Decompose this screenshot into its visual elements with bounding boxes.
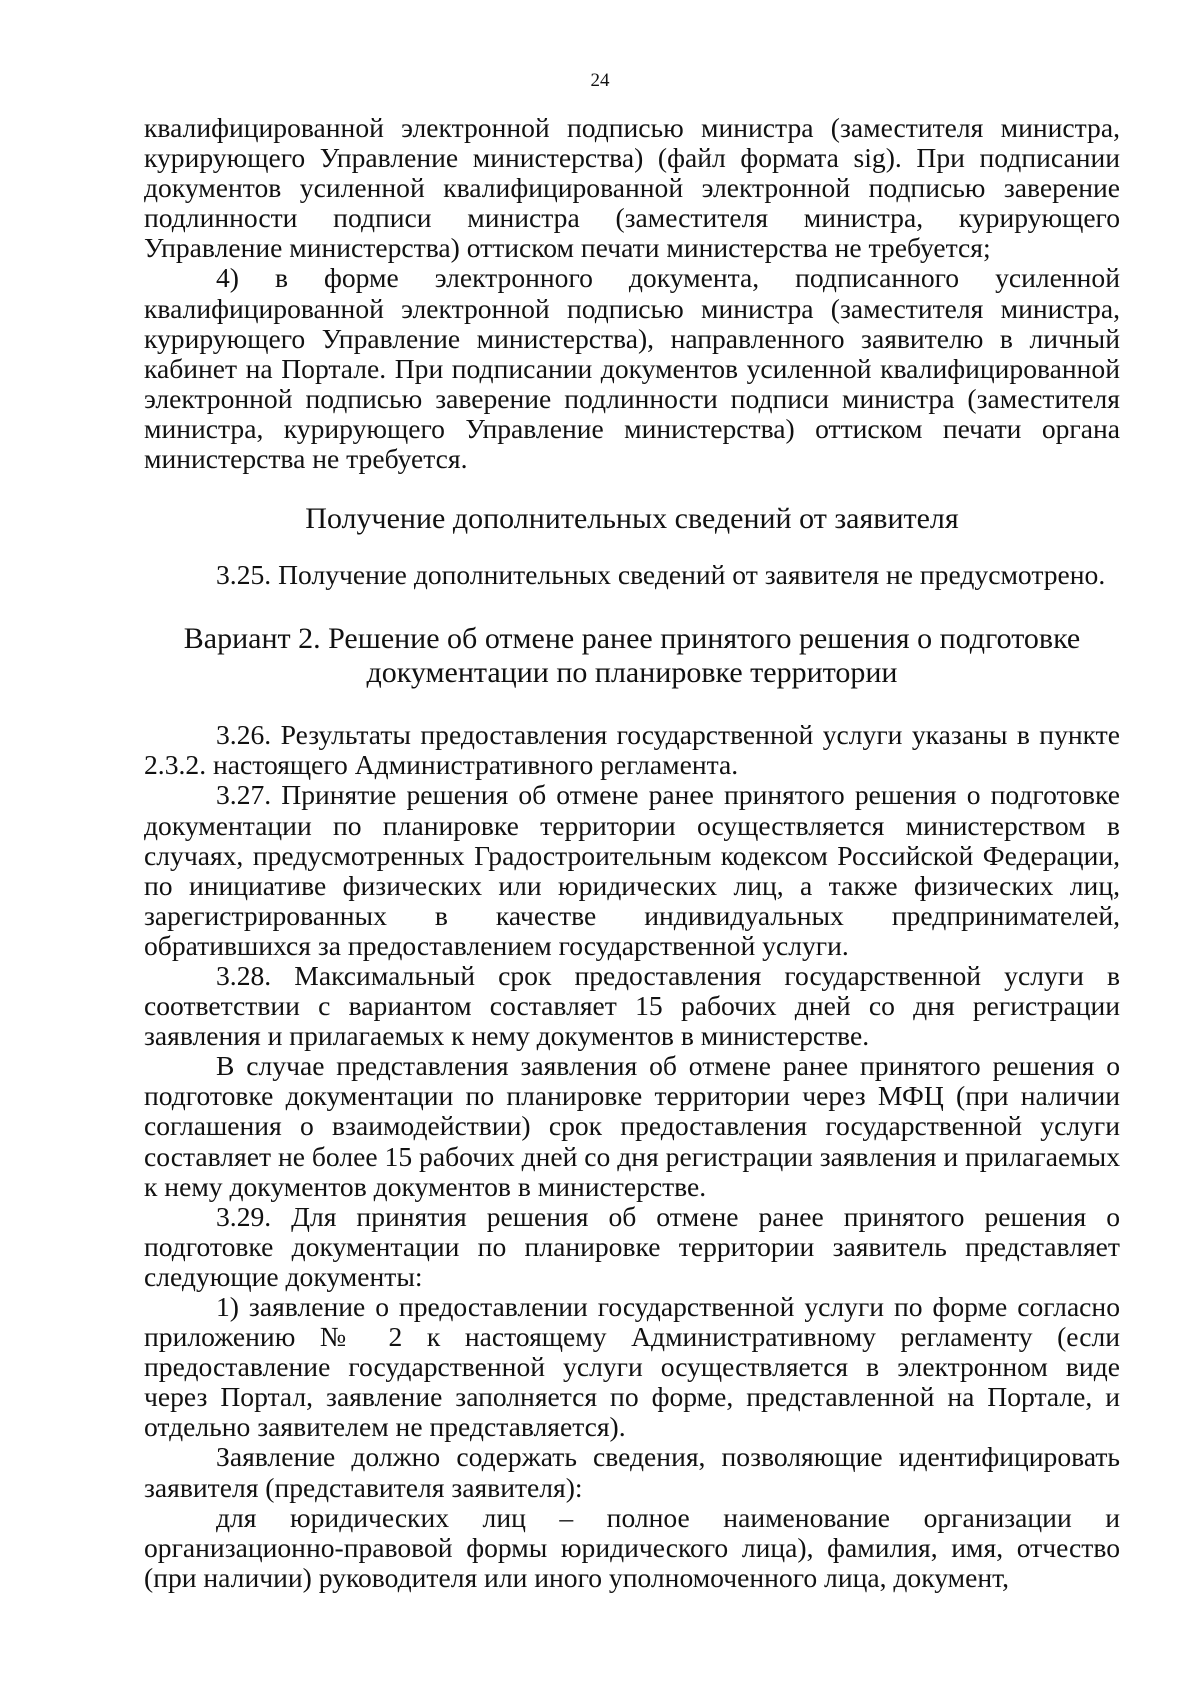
paragraph-3-27: 3.27. Принятие решения об отмене ранее принятого решения о подготовке документации по планировке территории осуществляется министерством в случаях, предусмотренных Градостроительным кодексом Российской Федерации, по инициативе физических или юридических лиц, а также физических лиц, зарегистрированных в качестве индивидуальных предпринимателей, обратившихся за предоставлением государственной услуги. (144, 779, 1120, 961)
paragraph-3-28: 3.28. Максимальный срок предоставления государственной услуги в соответствии с вариантом составляет 15 рабочих дней со дня регистрации заявления и прилагаемых к нему документов в министерстве. (144, 959, 1120, 1052)
section-heading-variant-2: Вариант 2. Решение об отмене ранее принятого решения о подготовке документации по планировке территории (183, 622, 1081, 690)
paragraph-item-1: 1) заявление о предоставлении государственной услуги по форме согласно приложению № 2 к настоящему Административному регламенту (если предоставление государственной услуги осуществляется в электронном виде через Портал, заявление заполняется по форме, представленной на Портале, и отдельно заявителем не представляется). (144, 1291, 1120, 1443)
paragraph-application-content: Заявление должно содержать сведения, позволяющие идентифицировать заявителя (представителя заявителя): (144, 1441, 1120, 1503)
paragraph-3-26: 3.26. Результаты предоставления государственной услуги указаны в пункте 2.3.2. настоящего Административного регламента. (144, 719, 1120, 781)
paragraph-mfc-case: В случае представления заявления об отмене ранее принятого решения о подготовке документации по планировке территории через МФЦ (при наличии соглашения о взаимодействии) срок предоставления государственной услуги составляет не более 15 рабочих дней со дня регистрации заявления и прилагаемых к нему документов документов в министерстве. (144, 1050, 1120, 1202)
section-heading-additional-info: Получение дополнительных сведений от заявителя (305, 502, 959, 536)
paragraph-3-25: 3.25. Получение дополнительных сведений от заявителя не предусмотрено. (216, 559, 1106, 591)
paragraph-item-4: 4) в форме электронного документа, подписанного усиленной квалифицированной электронной подписью министра (заместителя министра, курирующего Управление министерства), направленного заявителю в личный кабинет на Портале. При подписании документов усиленной квалифицированной электронной подписью заверение подлинности подписи министра (заместителя министра, курирующего Управление министерства) оттиском печати органа министерства не требуется. (144, 262, 1120, 475)
paragraph-legal-entities: для юридических лиц – полное наименование организации и организационно-правовой формы юридического лица), фамилия, имя, отчество (при наличии) руководителя или иного уполномоченного лица, документ, (144, 1501, 1120, 1593)
paragraph-continued: квалифицированной электронной подписью министра (заместителя министра, курирующего Управление министерства) (файл формата sig). При подписании документов усиленной квалифицированной электронной подписью заверение подлинности подписи министра (заместителя министра, курирующего Управление министерства) оттиском печати министерства не требуется; (144, 112, 1120, 264)
document-body (144, 113, 1120, 1593)
paragraph-3-29: 3.29. Для принятия решения об отмене ранее принятого решения о подготовке документации по планировке территории заявитель представляет следующие документы: (144, 1200, 1120, 1292)
page-number: 24 (590, 70, 610, 91)
